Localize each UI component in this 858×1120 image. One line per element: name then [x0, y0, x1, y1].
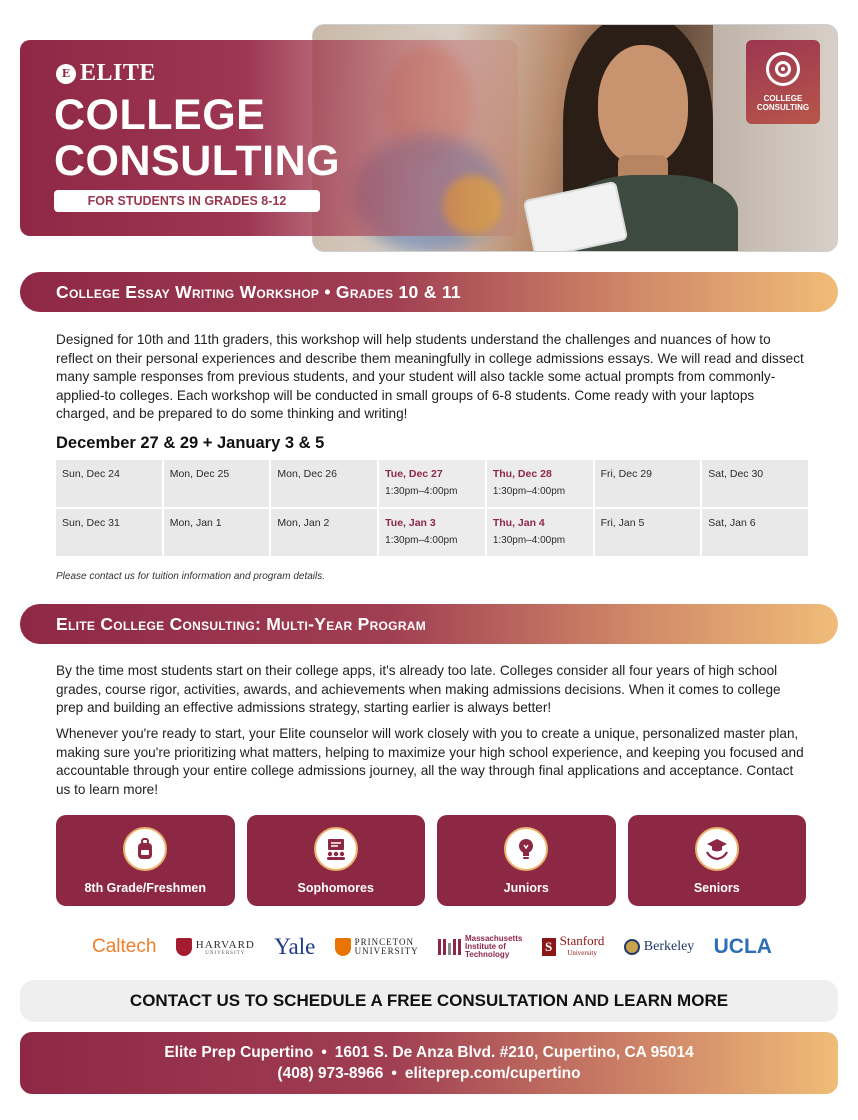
harvard-logo: HARVARD UNIVERSITY — [176, 938, 255, 956]
footer-address: 1601 S. De Anza Blvd. #210, Cupertino, CA 95014 — [334, 1044, 694, 1061]
calendar-session-time: 1:30pm–4:00pm — [492, 535, 566, 546]
footer-line-2: (408) 973-8966 • eliteprep.com/cupertino — [277, 1065, 581, 1082]
workshop-calendar — [56, 460, 808, 556]
footer-line-1: Elite Prep Cupertino • 1601 S. De Anza Blvd. #210, Cupertino, CA 95014 — [164, 1044, 694, 1061]
lightbulb-icon — [513, 836, 539, 862]
program-paragraph-2: Whenever you're ready to start, your Elite counselor will work closely with you to create a unique, personalized master plan, making sure you're prioritizing what matters, helping to maximize your high school experience, and keeping you focused and accountable through your entire college admissions journey, all the way through final applications and acceptance. Contact us to learn more! — [56, 726, 804, 797]
elite-logo — [56, 60, 156, 87]
calendar-session-cell — [379, 460, 485, 507]
calendar-session-cell — [487, 460, 593, 507]
backpack-icon — [132, 836, 158, 862]
target-icon — [766, 52, 800, 86]
calendar-day-label: Thu, Dec 28 — [492, 468, 552, 480]
hero — [20, 24, 838, 252]
workshop-description: Designed for 10th and 11th graders, this workshop will help students understand the challenges and nuances of how to reflect on their personal experiences and describe them meaningfully in college admissions essays. We will read and dissect many sample responses from previous students, and your student will also tackle some actual prompts from commonly-applied-to colleges. Each workshop will be conducted in small groups of 6-8 students. Come ready with your laptops charged, and be prepared to do some thinking and writing! — [56, 332, 804, 422]
princeton-shield-icon — [335, 938, 351, 956]
elite-brand-text: ELITE — [80, 60, 156, 86]
calendar-session-cell — [379, 509, 485, 556]
elite-shield-icon: E — [56, 64, 76, 84]
group-presentation-icon — [323, 836, 349, 862]
berkeley-seal-icon — [624, 939, 640, 955]
calendar-day-cell — [56, 460, 162, 507]
card-seniors — [628, 815, 807, 906]
calendar-day-cell — [271, 509, 377, 556]
card-freshmen — [56, 815, 235, 906]
calendar-session-time: 1:30pm–4:00pm — [492, 486, 566, 497]
footer-website[interactable]: eliteprep.com/cupertino — [404, 1065, 581, 1082]
harvard-shield-icon — [176, 938, 192, 956]
card-label: 8th Grade/Freshmen — [84, 881, 207, 895]
workshop-dates-heading: December 27 & 29 + January 3 & 5 — [56, 434, 325, 452]
calendar-day-label: Tue, Dec 27 — [385, 468, 443, 480]
program-paragraph-1: By the time most students start on their college apps, it's already too late. Colleges consider all four years of high school grades, course rigor, activities, awards, and achievements when making admissions decisions. When it comes to college prep and building an effective admissions strategy, starting earlier is always better! — [56, 663, 781, 716]
berkeley-logo: Berkeley — [624, 939, 695, 955]
calendar-session-time: 1:30pm–4:00pm — [385, 486, 458, 497]
calendar-day-label: Mon, Jan 1 — [169, 517, 222, 529]
calendar-day-label: Fri, Dec 29 — [600, 468, 652, 480]
grade-cards — [56, 815, 806, 906]
calendar-day-cell — [702, 509, 808, 556]
program-heading: Elite College Consulting: Multi-Year Program — [56, 613, 427, 634]
calendar-day-label: Sun, Dec 31 — [62, 517, 120, 529]
ucla-logo: UCLA — [713, 935, 772, 958]
card-label: Juniors — [503, 881, 549, 895]
workshop-heading: College Essay Writing Workshop • Grades 10 & 11 — [56, 281, 461, 302]
calendar-day-label: Mon, Jan 2 — [277, 517, 330, 529]
calendar-day-cell — [271, 460, 377, 507]
graduation-cap-hands-icon — [704, 836, 730, 862]
calendar-day-label: Sat, Jan 6 — [708, 517, 756, 529]
mit-bars-icon — [438, 939, 461, 955]
calendar-day-cell — [56, 509, 162, 556]
workshop-banner — [20, 272, 838, 312]
footer-name: Elite Prep Cupertino — [164, 1044, 314, 1061]
stanford-s-icon: S — [542, 938, 556, 956]
calendar-day-cell — [702, 460, 808, 507]
footer-phone[interactable]: (408) 973-8966 — [277, 1065, 384, 1082]
card-sophomores — [247, 815, 426, 906]
calendar-day-label: Sun, Dec 24 — [62, 468, 120, 480]
card-juniors — [437, 815, 616, 906]
calendar-day-cell — [595, 509, 701, 556]
calendar-day-label: Fri, Jan 5 — [600, 517, 645, 529]
calendar-day-label: Mon, Dec 25 — [169, 468, 230, 480]
calendar-day-cell — [595, 460, 701, 507]
cta-banner: CONTACT US TO SCHEDULE A FREE CONSULTATION AND LEARN MORE — [20, 980, 838, 1022]
program-banner — [20, 604, 838, 644]
grades-pill: FOR STUDENTS IN GRADES 8-12 — [54, 190, 320, 212]
calendar-day-label: Mon, Dec 26 — [277, 468, 337, 480]
page-title: COLLEGE CONSULTING — [54, 91, 341, 185]
calendar-day-cell — [164, 509, 270, 556]
calendar-day-label: Tue, Jan 3 — [385, 517, 436, 529]
stanford-logo: S Stanford University — [542, 935, 605, 959]
calendar-day-label: Thu, Jan 4 — [492, 517, 545, 529]
calendar-session-time: 1:30pm–4:00pm — [385, 535, 458, 546]
card-label: Seniors — [693, 881, 740, 895]
hero-title-panel — [20, 40, 518, 236]
caltech-logo: Caltech — [92, 936, 157, 957]
mit-logo: Massachusetts Institute of Technology — [438, 935, 522, 959]
princeton-logo: PRINCETON UNIVERSITY — [335, 938, 419, 956]
card-label: Sophomores — [297, 881, 374, 895]
tuition-note: Please contact us for tuition information and program details. — [56, 571, 326, 582]
contact-footer — [20, 1032, 838, 1094]
college-consulting-badge: COLLEGE CONSULTING — [746, 40, 820, 124]
yale-logo: Yale — [274, 934, 316, 959]
calendar-session-cell — [487, 509, 593, 556]
calendar-day-label: Sat, Dec 30 — [708, 468, 764, 480]
calendar-day-cell — [164, 460, 270, 507]
university-logos — [92, 932, 772, 962]
